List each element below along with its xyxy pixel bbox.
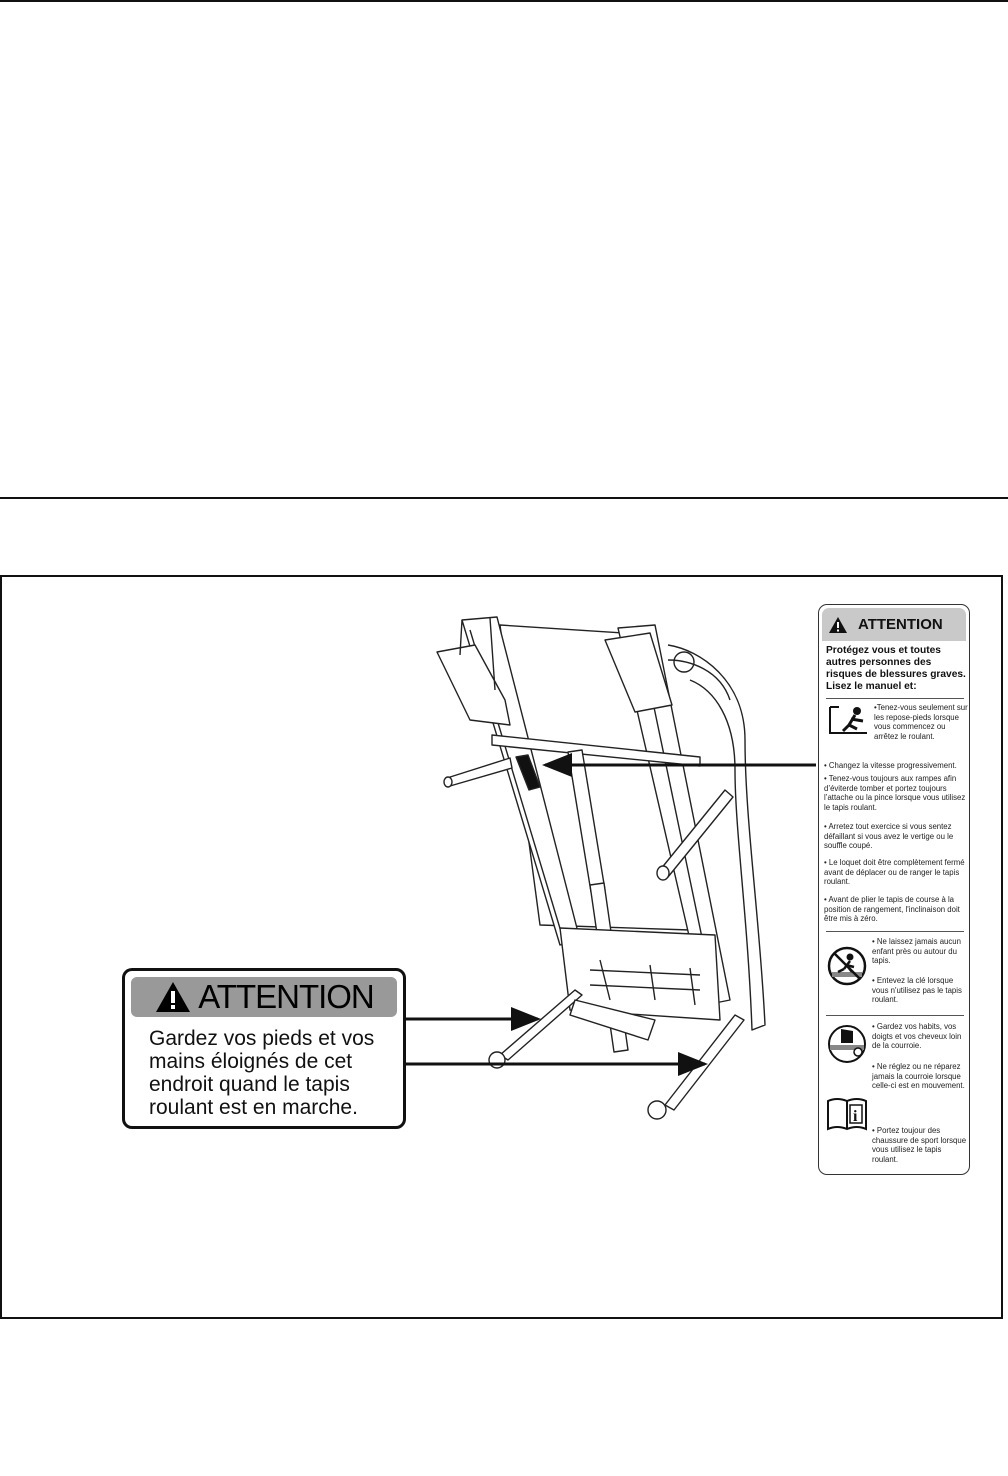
safety-item: • Entevez la clé lorsque vous n'utilisez pas le tapis roulant. — [872, 976, 962, 1004]
safety-item: • Avant de plier le tapis de course à la position de rangement, l'inclinaison doit être mis à zéro. — [824, 895, 960, 923]
safety-item: • Ne laissez jamais aucun enfant près ou autour du tapis. — [872, 937, 961, 965]
attention-label-small — [818, 604, 970, 1175]
attention-label-small-header — [822, 608, 966, 641]
divider — [826, 698, 964, 699]
attention-label-large-header — [131, 977, 397, 1017]
warning-triangle-icon — [154, 980, 192, 1014]
safety-item: • Gardez vos habits, vos doigts et vos cheveux loin de la courroie. — [872, 1022, 962, 1050]
no-children-icon — [826, 945, 868, 987]
safety-item: • Le loquet doit être complètement fermé avant de déplacer ou de ranger le tapis roulant. — [824, 858, 965, 886]
manual-info-icon — [826, 1095, 868, 1133]
divider — [826, 931, 964, 932]
safety-item: • Ne réglez ou ne réparez jamais la courroie lorsque celle-ci est en mouvement. — [872, 1062, 965, 1090]
divider — [826, 1015, 964, 1016]
attention-label-small-intro: Protégez vous et toutes autres personnes des risques de blessures graves. Lisez le manuel et: — [826, 645, 966, 692]
hand-belt-icon — [826, 1023, 868, 1065]
safety-item: • Arretez tout exercice si vous sentez défaillant si vous avez le vertige ou le souffle coupé. — [824, 822, 954, 850]
attention-label-large-text: Gardez vos pieds et vos mains éloignés de cet endroit quand le tapis roulant est en marche. — [149, 1027, 375, 1119]
svg-text:i: i — [853, 1108, 858, 1125]
safety-item: • Changez la vitesse progressivement. — [824, 761, 957, 770]
attention-label-large-title: ATTENTION — [198, 978, 374, 1015]
person-on-treadmill-icon — [827, 703, 869, 739]
safety-item: •Tenez-vous seulement sur les repose-pieds lorsque vous commencez ou arrêtez le roulant. — [874, 703, 968, 741]
attention-label-small-title: ATTENTION — [858, 616, 943, 633]
safety-item: • Portez toujour des chaussure de sport lorsque vous utilisez le tapis roulant. — [872, 1126, 967, 1164]
warning-triangle-icon — [828, 616, 848, 634]
attention-label-large — [122, 968, 406, 1129]
safety-item: • Tenez-vous toujours aux rampes afin d’éviterde tomber et portez toujours l’attache ou la pince lorsque vous utilisez le tapis roulant. — [824, 774, 966, 812]
